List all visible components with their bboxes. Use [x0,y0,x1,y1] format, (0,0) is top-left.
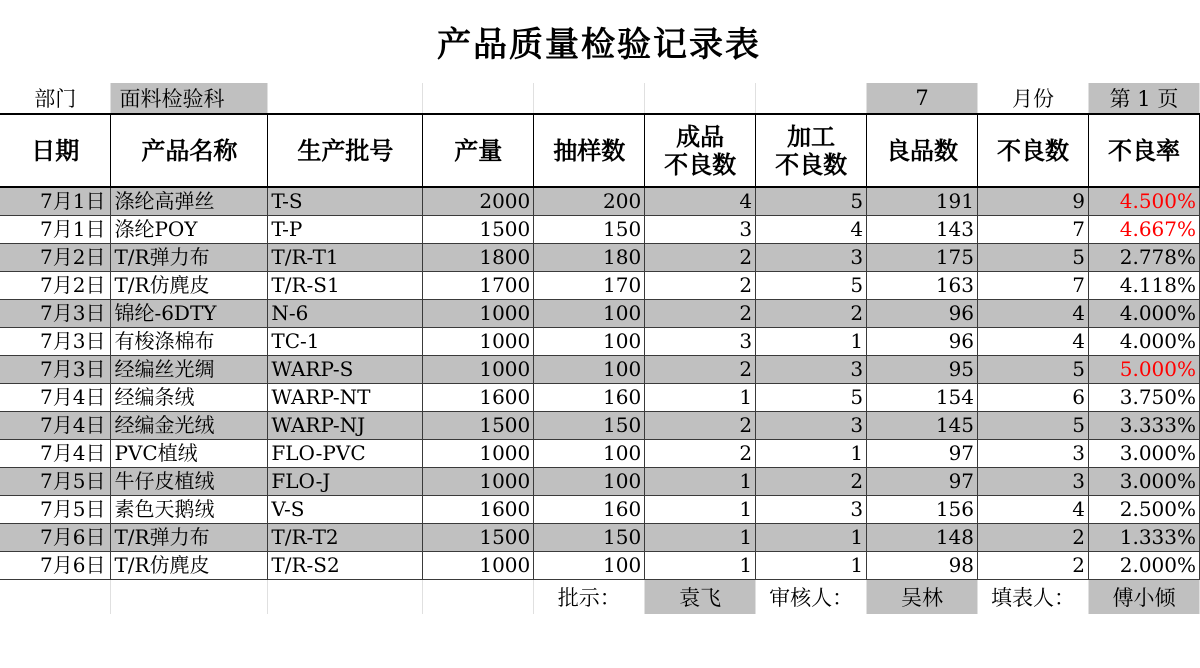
empty-cell[interactable] [645,83,756,114]
empty-cell[interactable] [268,83,423,114]
finished-defect-cell[interactable]: 2 [645,244,756,272]
sample-cell[interactable]: 100 [534,440,645,468]
defect-rate-cell[interactable]: 3.000% [1088,440,1199,468]
table-row [0,468,1200,496]
defect-rate-cell[interactable]: 4.118% [1088,272,1199,300]
month-value-cell[interactable]: 7 [867,83,978,114]
table-row [0,412,1200,440]
table-row [0,384,1200,412]
column-header[interactable]: 成品 不良数 [645,114,756,187]
product-name-cell[interactable]: T/R仿麂皮 [111,552,268,580]
output-cell[interactable]: 1500 [423,216,534,244]
good-count-cell[interactable]: 191 [867,187,978,216]
batch-cell[interactable]: TC-1 [268,328,423,356]
date-cell[interactable]: 7月4日 [0,384,111,412]
process-defect-cell[interactable]: 1 [756,524,867,552]
product-name-cell[interactable]: 涤纶高弹丝 [111,187,268,216]
finished-defect-cell[interactable]: 2 [645,440,756,468]
defect-count-cell[interactable]: 4 [978,300,1089,328]
batch-cell[interactable]: V-S [268,496,423,524]
column-header[interactable]: 产品名称 [111,114,268,187]
page-cell[interactable]: 第 1 页 [1088,83,1199,114]
defect-count-cell[interactable]: 3 [978,440,1089,468]
output-cell[interactable]: 1700 [423,272,534,300]
good-count-cell[interactable]: 96 [867,300,978,328]
sample-cell[interactable]: 150 [534,216,645,244]
good-count-cell[interactable]: 154 [867,384,978,412]
good-count-cell[interactable]: 96 [867,328,978,356]
date-cell[interactable]: 7月4日 [0,440,111,468]
defect-rate-cell[interactable]: 4.667% [1088,216,1199,244]
process-defect-cell[interactable]: 1 [756,328,867,356]
product-name-cell[interactable]: 经编金光绒 [111,412,268,440]
defect-count-cell[interactable]: 7 [978,216,1089,244]
date-cell[interactable]: 7月3日 [0,328,111,356]
sample-cell[interactable]: 150 [534,412,645,440]
finished-defect-cell[interactable]: 4 [645,187,756,216]
table-row [0,187,1200,216]
sample-cell[interactable]: 150 [534,524,645,552]
table-row [0,524,1200,552]
process-defect-cell[interactable]: 1 [756,552,867,580]
good-count-cell[interactable]: 97 [867,468,978,496]
dept-label-cell[interactable]: 部门 [0,83,111,114]
empty-cell[interactable] [423,580,534,614]
table-row [0,328,1200,356]
product-name-cell[interactable]: 有梭涤棉布 [111,328,268,356]
output-cell[interactable]: 1000 [423,468,534,496]
finished-defect-cell[interactable]: 2 [645,272,756,300]
defect-count-cell[interactable]: 4 [978,496,1089,524]
empty-cell[interactable] [423,83,534,114]
review-value-cell[interactable]: 吴林 [867,580,978,614]
defect-rate-cell[interactable]: 3.750% [1088,384,1199,412]
finished-defect-cell[interactable]: 3 [645,216,756,244]
product-name-cell[interactable]: PVC植绒 [111,440,268,468]
sample-cell[interactable]: 100 [534,300,645,328]
finished-defect-cell[interactable]: 2 [645,356,756,384]
defect-rate-cell[interactable]: 2.500% [1088,496,1199,524]
defect-rate-cell[interactable]: 1.333% [1088,524,1199,552]
output-cell[interactable]: 1000 [423,328,534,356]
output-cell[interactable]: 1500 [423,524,534,552]
finished-defect-cell[interactable]: 2 [645,412,756,440]
good-count-cell[interactable]: 156 [867,496,978,524]
batch-cell[interactable]: T/R-T1 [268,244,423,272]
defect-count-cell[interactable]: 3 [978,468,1089,496]
sample-cell[interactable]: 160 [534,496,645,524]
sample-cell[interactable]: 100 [534,552,645,580]
footer-row [0,580,1200,614]
column-header[interactable]: 不良数 [978,114,1089,187]
process-defect-cell[interactable]: 3 [756,496,867,524]
good-count-cell[interactable]: 148 [867,524,978,552]
approve-label-cell[interactable]: 批示： [534,580,645,614]
good-count-cell[interactable]: 163 [867,272,978,300]
product-name-cell[interactable]: 牛仔皮植绒 [111,468,268,496]
table-row [0,216,1200,244]
output-cell[interactable]: 2000 [423,187,534,216]
output-cell[interactable]: 1600 [423,384,534,412]
table-row [0,300,1200,328]
date-cell[interactable]: 7月2日 [0,272,111,300]
sample-cell[interactable]: 200 [534,187,645,216]
sheet-title: 产品质量检验记录表 [437,25,761,65]
empty-cell[interactable] [111,580,268,614]
process-defect-cell[interactable]: 5 [756,272,867,300]
defect-count-cell[interactable]: 4 [978,328,1089,356]
output-cell[interactable]: 1500 [423,412,534,440]
sample-cell[interactable]: 100 [534,356,645,384]
column-header[interactable]: 产量 [423,114,534,187]
good-count-cell[interactable]: 98 [867,552,978,580]
defect-count-cell[interactable]: 6 [978,384,1089,412]
good-count-cell[interactable]: 95 [867,356,978,384]
date-cell[interactable]: 7月6日 [0,524,111,552]
month-label-cell[interactable]: 月份 [978,83,1089,114]
column-header[interactable]: 生产批号 [268,114,423,187]
batch-cell[interactable]: FLO-PVC [268,440,423,468]
table-row [0,440,1200,468]
defect-rate-cell[interactable]: 2.778% [1088,244,1199,272]
date-cell[interactable]: 7月5日 [0,496,111,524]
process-defect-cell[interactable]: 1 [756,440,867,468]
good-count-cell[interactable]: 143 [867,216,978,244]
product-name-cell[interactable]: 涤纶POY [111,216,268,244]
defect-rate-cell[interactable]: 5.000% [1088,356,1199,384]
product-name-cell[interactable]: 经编条绒 [111,384,268,412]
date-cell[interactable]: 7月6日 [0,552,111,580]
defect-rate-cell[interactable]: 4.500% [1088,187,1199,216]
process-defect-cell[interactable]: 5 [756,187,867,216]
finished-defect-cell[interactable]: 2 [645,300,756,328]
inspection-table [0,83,1200,614]
output-cell[interactable]: 1600 [423,496,534,524]
batch-cell[interactable]: WARP-S [268,356,423,384]
process-defect-cell[interactable]: 2 [756,300,867,328]
product-name-cell[interactable]: T/R弹力布 [111,524,268,552]
product-name-cell[interactable]: 素色天鹅绒 [111,496,268,524]
defect-count-cell[interactable]: 5 [978,412,1089,440]
defect-count-cell[interactable]: 5 [978,244,1089,272]
sample-cell[interactable]: 170 [534,272,645,300]
defect-rate-cell[interactable]: 3.000% [1088,468,1199,496]
batch-cell[interactable]: WARP-NJ [268,412,423,440]
finished-defect-cell[interactable]: 1 [645,468,756,496]
batch-cell[interactable]: T-P [268,216,423,244]
column-header[interactable]: 良品数 [867,114,978,187]
fill-label-cell[interactable]: 填表人： [978,580,1089,614]
date-cell[interactable]: 7月4日 [0,412,111,440]
process-defect-cell[interactable]: 3 [756,244,867,272]
dept-value-cell[interactable]: 面料检验科 [111,83,268,114]
defect-count-cell[interactable]: 5 [978,356,1089,384]
defect-count-cell[interactable]: 2 [978,552,1089,580]
good-count-cell[interactable]: 145 [867,412,978,440]
good-count-cell[interactable]: 97 [867,440,978,468]
date-cell[interactable]: 7月1日 [0,187,111,216]
finished-defect-cell[interactable]: 3 [645,328,756,356]
empty-cell[interactable] [756,83,867,114]
batch-cell[interactable]: N-6 [268,300,423,328]
column-header[interactable]: 日期 [0,114,111,187]
empty-cell[interactable] [268,580,423,614]
process-defect-cell[interactable]: 3 [756,412,867,440]
product-name-cell[interactable]: 经编丝光绸 [111,356,268,384]
defect-count-cell[interactable]: 7 [978,272,1089,300]
defect-count-cell[interactable]: 2 [978,524,1089,552]
column-header[interactable]: 抽样数 [534,114,645,187]
batch-cell[interactable]: T/R-S2 [268,552,423,580]
info-row [0,83,1200,114]
fill-value-cell[interactable]: 傅小倾 [1088,580,1199,614]
finished-defect-cell[interactable]: 1 [645,496,756,524]
defect-rate-cell[interactable]: 4.000% [1088,328,1199,356]
date-cell[interactable]: 7月3日 [0,356,111,384]
sample-cell[interactable]: 100 [534,468,645,496]
process-defect-cell[interactable]: 4 [756,216,867,244]
finished-defect-cell[interactable]: 1 [645,384,756,412]
batch-cell[interactable]: T/R-T2 [268,524,423,552]
column-header[interactable]: 加工 不良数 [756,114,867,187]
sample-cell[interactable]: 160 [534,384,645,412]
process-defect-cell[interactable]: 3 [756,356,867,384]
good-count-cell[interactable]: 175 [867,244,978,272]
batch-cell[interactable]: WARP-NT [268,384,423,412]
product-name-cell[interactable]: T/R仿麂皮 [111,272,268,300]
date-cell[interactable]: 7月2日 [0,244,111,272]
defect-rate-cell[interactable]: 4.000% [1088,300,1199,328]
batch-cell[interactable]: FLO-J [268,468,423,496]
product-name-cell[interactable]: 锦纶-6DTY [111,300,268,328]
output-cell[interactable]: 1000 [423,356,534,384]
approve-value-cell[interactable]: 袁飞 [645,580,756,614]
defect-count-cell[interactable]: 9 [978,187,1089,216]
table-row [0,356,1200,384]
process-defect-cell[interactable]: 2 [756,468,867,496]
finished-defect-cell[interactable]: 1 [645,524,756,552]
output-cell[interactable]: 1000 [423,552,534,580]
title-row[interactable] [0,0,1200,83]
table-row [0,244,1200,272]
table-row [0,272,1200,300]
finished-defect-cell[interactable]: 1 [645,552,756,580]
output-cell[interactable]: 1000 [423,300,534,328]
output-cell[interactable]: 1000 [423,440,534,468]
date-cell[interactable]: 7月1日 [0,216,111,244]
table-row [0,496,1200,524]
date-cell[interactable]: 7月3日 [0,300,111,328]
product-name-cell[interactable]: T/R弹力布 [111,244,268,272]
review-label-cell[interactable]: 审核人： [756,580,867,614]
table-row [0,552,1200,580]
defect-rate-cell[interactable]: 2.000% [1088,552,1199,580]
sample-cell[interactable]: 100 [534,328,645,356]
empty-cell[interactable] [0,580,111,614]
process-defect-cell[interactable]: 5 [756,384,867,412]
output-cell[interactable]: 1800 [423,244,534,272]
batch-cell[interactable]: T-S [268,187,423,216]
batch-cell[interactable]: T/R-S1 [268,272,423,300]
column-header[interactable]: 不良率 [1088,114,1199,187]
defect-rate-cell[interactable]: 3.333% [1088,412,1199,440]
sample-cell[interactable]: 180 [534,244,645,272]
header-row [0,114,1200,187]
date-cell[interactable]: 7月5日 [0,468,111,496]
empty-cell[interactable] [534,83,645,114]
